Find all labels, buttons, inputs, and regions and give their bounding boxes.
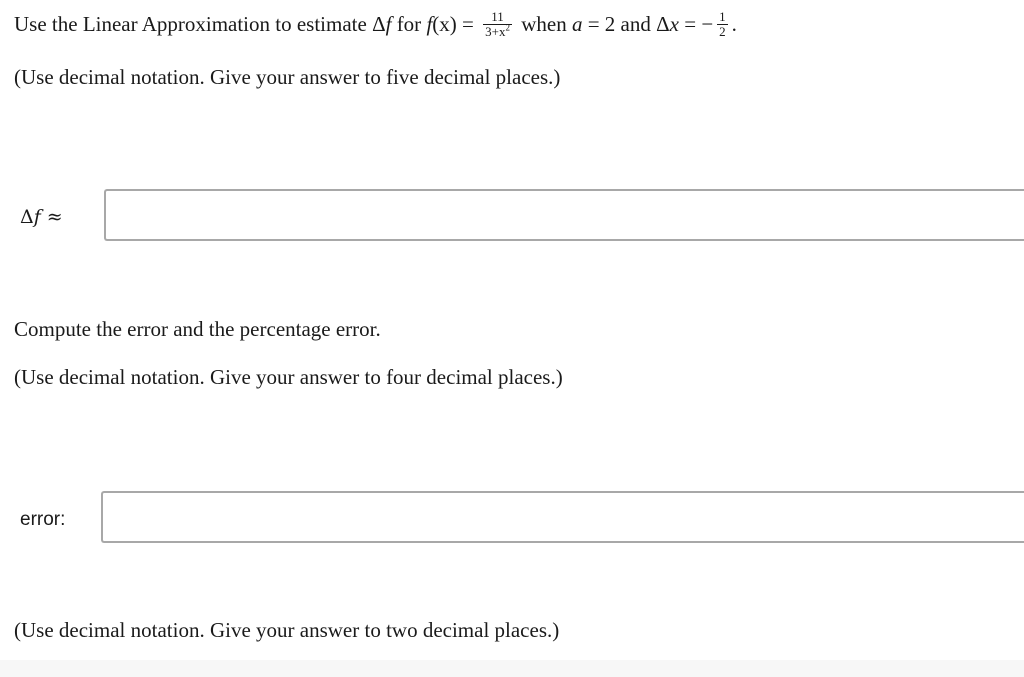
f-variable: f — [385, 12, 392, 36]
delta-x-fraction — [717, 10, 728, 39]
dx-denominator: 2 — [719, 23, 726, 39]
function-arg: (x) = — [432, 12, 480, 36]
a-variable: a — [571, 12, 583, 36]
question-text — [14, 8, 737, 41]
bottom-divider — [0, 660, 1024, 677]
fraction-numerator: 11 — [483, 10, 512, 25]
fraction-denominator — [483, 22, 512, 39]
function-fraction — [483, 10, 512, 39]
dx-numerator: 1 — [719, 8, 726, 24]
delta-f-label: Δ𝑓 ≈ — [20, 206, 63, 228]
function-name: f — [426, 12, 433, 36]
x-variable: x — [669, 12, 679, 36]
instruction-four-decimals: (Use decimal notation. Give your answer to four decimal places.) — [14, 365, 563, 389]
when-text: when — [515, 12, 572, 36]
delta-x-equals: = − — [678, 12, 714, 36]
for-text: for — [391, 12, 427, 36]
delta-x-symbol: Δ — [656, 12, 670, 36]
denominator-base: 3+x — [485, 23, 506, 39]
delta-f-answer-input[interactable] — [104, 189, 1024, 241]
denominator-exponent: 2 — [505, 22, 510, 33]
instruction-five-decimals: (Use decimal notation. Give your answer to five decimal places.) — [14, 65, 561, 89]
question-end: . — [731, 12, 737, 36]
error-label: error: — [20, 509, 66, 530]
compute-error-prompt: Compute the error and the percentage error. — [14, 317, 381, 341]
error-answer-input[interactable] — [101, 491, 1024, 543]
question-prefix: Use the Linear Approximation to estimate — [14, 12, 373, 36]
a-value-text: = 2 and — [582, 12, 657, 36]
delta-f-symbol: Δ — [372, 12, 386, 36]
instruction-two-decimals: (Use decimal notation. Give your answer to two decimal places.) — [14, 618, 560, 642]
